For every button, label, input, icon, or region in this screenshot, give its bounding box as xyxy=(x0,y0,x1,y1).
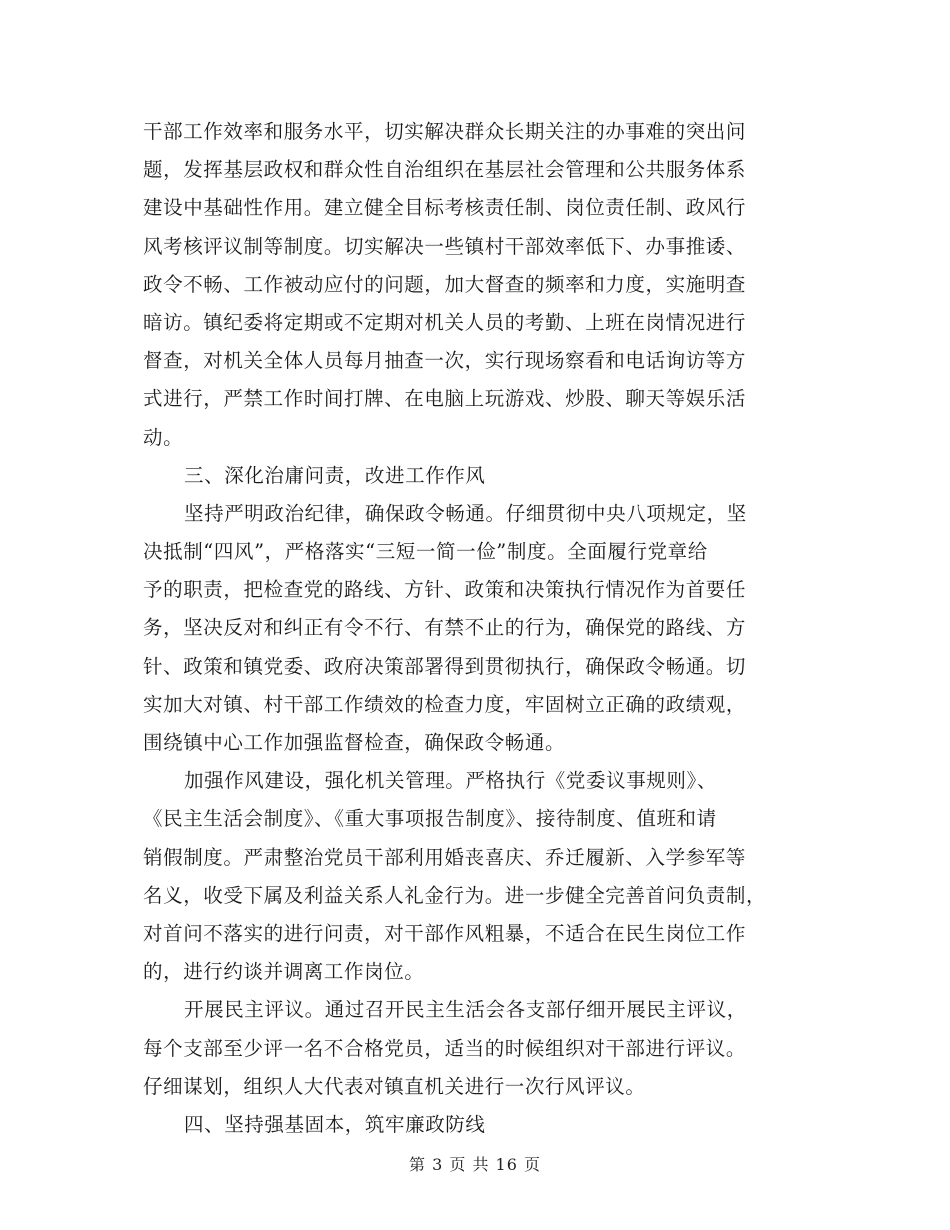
text-line: 政令不畅、工作被动应付的问题，加大督查的频率和力度，实施明查 xyxy=(143,272,747,296)
page-number-footer: 第 3 页 共 16 页 xyxy=(409,1155,541,1174)
text-line: 每个支部至少评一名不合格党员，适当的时候组织对干部进行评议。 xyxy=(143,1036,747,1060)
text-line: 对首问不落实的进行问责，对干部作风粗暴，不适合在民生岗位工作 xyxy=(143,921,747,945)
text-line: 予的职责，把检查党的路线、方针、政策和决策执行情况作为首要任 xyxy=(143,578,747,602)
text-line: 干部工作效率和服务水平，切实解决群众长期关注的办事难的突出问 xyxy=(143,120,747,143)
text-line: 建设中基础性作用。建立健全目标考核责任制、岗位责任制、政风行 xyxy=(143,196,747,220)
text-line: 四、坚持强基固本，筑牢廉政防线 xyxy=(184,1112,486,1136)
text-line: 督查，对机关全体人员每月抽查一次，实行现场察看和电话询访等方 xyxy=(143,349,747,373)
text-line: 针、政策和镇党委、政府决策部署得到贯彻执行，确保政令畅通。切 xyxy=(143,654,747,678)
text-line: 仔细谋划，组织人大代表对镇直机关进行一次行风评议。 xyxy=(143,1074,646,1098)
text-line: 式进行，严禁工作时间打牌、在电脑上玩游戏、炒股、聊天等娱乐活 xyxy=(143,387,747,411)
text-line: 风考核评议制等制度。切实解决一些镇村干部效率低下、办事推诿、 xyxy=(143,234,747,258)
text-line: 加强作风建设，强化机关管理。严格执行《党委议事规则》、 xyxy=(184,769,717,793)
text-line: 动。 xyxy=(143,425,184,449)
text-line: 暗访。镇纪委将定期或不定期对机关人员的考勤、上班在岗情况进行 xyxy=(143,310,747,334)
text-line: 决抵制“四风”，严格落实“三短一简一俭”制度。全面履行党章给 xyxy=(143,540,708,564)
text-line: 实加大对镇、村干部工作绩效的检查力度，牢固树立正确的政绩观， xyxy=(143,692,747,716)
text-line: 开展民主评议。通过召开民主生活会各支部仔细开展民主评议， xyxy=(184,998,747,1022)
text-line: 《民主生活会制度》、《重大事项报告制度》、接待制度、值班和请 xyxy=(143,807,717,831)
text-line: 务，坚决反对和纠正有令不行、有禁不止的行为，确保党的路线、方 xyxy=(143,616,747,640)
text-line: 的，进行约谈并调离工作岗位。 xyxy=(143,960,425,984)
text-line: 三、深化治庸问责，改进工作作风 xyxy=(184,463,486,487)
text-line: 坚持严明政治纪律，确保政令畅通。仔细贯彻中央八项规定，坚 xyxy=(184,501,747,525)
text-line: 围绕镇中心工作加强监督检查，确保政令畅通。 xyxy=(143,731,566,754)
text-line: 名义，收受下属及利益关系人礼金行为。进一步健全完善首问负责制， xyxy=(143,883,767,907)
text-line: 销假制度。严肃整治党员干部利用婚丧喜庆、乔迁履新、入学参军等 xyxy=(143,845,747,869)
document-body xyxy=(143,113,808,1144)
text-line: 题，发挥基层政权和群众性自治组织在基层社会管理和公共服务体系 xyxy=(143,158,747,182)
